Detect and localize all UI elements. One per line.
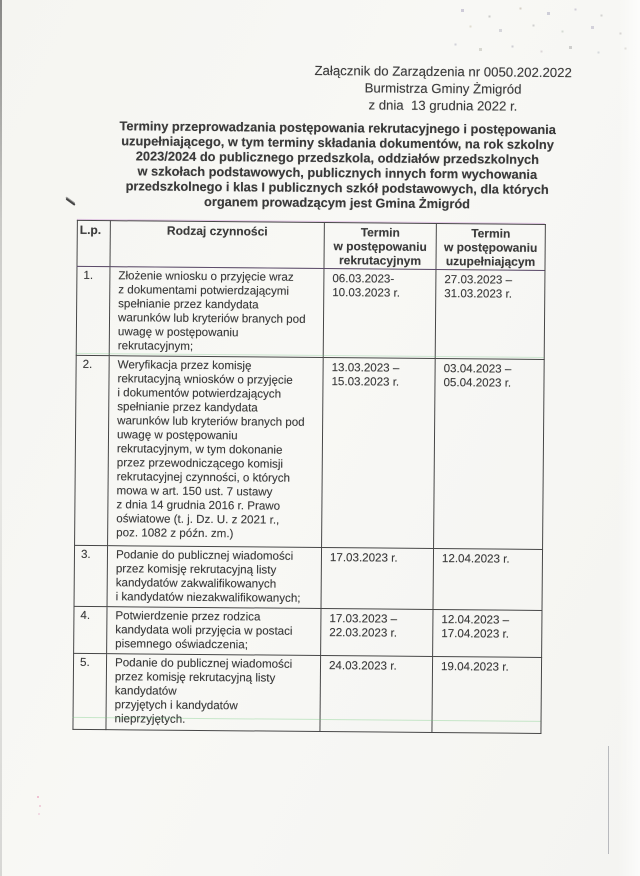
scan-left-edge <box>0 0 2 876</box>
activity-cell: Podanie do publicznej wiadomości przez komisję rekrutacyjną listy kandydatów zakwalifikowanych i kandydatów niezakwalifikowanych; <box>107 546 322 609</box>
lp-cell: 4. <box>74 606 107 653</box>
table-row <box>75 355 545 549</box>
lp-cell: 1. <box>76 266 110 355</box>
supplementary-date-cell: 03.04.2023 – 05.04.2023 r. <box>434 359 545 550</box>
recruitment-date-cell: 13.03.2023 – 15.03.2023 r. <box>322 358 436 549</box>
recruitment-date-cell: 17.03.2023 – 22.03.2023 r. <box>321 609 433 657</box>
header-activity: Rodzaj czynności <box>110 221 324 269</box>
activity-cell: Podanie do publicznej wiadomości przez komisję rekrutacyjną listy kandydatów przyjętych i kandydatów nieprzyjętych. <box>106 654 321 732</box>
activity-cell: Złożenie wniosku o przyjęcie wraz z dokumentami potwierdzającymi spełnianie przez kandydata warunków lub kryteriów branych pod uwagę w postępowaniu rekrutacyjnym; <box>109 267 324 358</box>
activity-cell: Potwierdzenie przez rodzica kandydata woli przyjęcia w postaci pisemnego oświadczenia; <box>107 607 321 656</box>
lp-cell: 5. <box>73 653 107 729</box>
paper-right-edge <box>618 0 640 876</box>
recruitment-date-cell: 17.03.2023 r. <box>321 548 434 610</box>
scan-artifact-line <box>608 746 609 854</box>
attachment-reference <box>275 62 611 116</box>
header-supplementary-term: Termin w postępowaniu uzupełniającym <box>436 224 545 271</box>
pen-mark <box>65 198 75 206</box>
attachment-line-1: Załącznik do Zarządzenia nr 0050.202.2022 <box>314 62 572 81</box>
table-row <box>76 266 545 359</box>
table-row <box>74 606 542 657</box>
document-title: Terminy przeprowadzania postępowania rekrutacyjnego i postępowania uzupełniającego, w tym terminy składania dokumentów, na rok szkolny 2023/2024 do publicznego przedszkola, oddziałów przedszkolnych w szkołach podstawowych, publicznych innych form wychowania przedszkolnego i klas I publicznych szkół podstawowych, dla których organem prowadzącym jest Gmina Żmigród <box>119 118 556 212</box>
lp-cell: 3. <box>74 545 108 606</box>
supplementary-date-cell: 19.04.2023 r. <box>432 656 542 733</box>
recruitment-schedule-table <box>72 220 545 734</box>
table-row <box>73 653 542 733</box>
header-recruitment-term: Termin w postępowaniu rekrutacyjnym <box>324 223 436 270</box>
supplementary-date-cell: 12.04.2023 – 17.04.2023 r. <box>433 609 542 657</box>
header-lp: L.p. <box>77 220 110 266</box>
attachment-line-3: z dnia 13 grudnia 2022 r. <box>368 97 518 114</box>
lp-cell: 2. <box>75 355 110 545</box>
table-header-row <box>77 220 545 270</box>
activity-cell: Weryfikacja przez komisję rekrutacyjną wniosków o przyjęcie i dokumentów potwierdzających spełnianie przez kandydata warunków lub kryteriów branych pod uwagę w postępowaniu rekrutacyjnym, w tym dokonanie przez przewodniczącego komisji rekrutacyjnej czynności, o których mowa w art. 150 ust. 7 ustawy z dnia 14 grudnia 2016 r. Prawo oświatowe (t. j. Dz. U. z 2021 r., poz. 1082 z późn. zm.) <box>108 356 324 548</box>
recruitment-date-cell: 06.03.2023- 10.03.2023 r. <box>323 269 436 359</box>
attachment-line-2: Burmistrza Gminy Żmigród <box>364 80 522 97</box>
recruitment-date-cell: 24.03.2023 r. <box>320 656 433 733</box>
supplementary-date-cell: 12.04.2023 r. <box>433 548 543 610</box>
pink-speck-marks <box>37 796 39 798</box>
supplementary-date-cell: 27.03.2023 – 31.03.2023 r. <box>435 270 545 360</box>
table-row <box>74 545 543 610</box>
